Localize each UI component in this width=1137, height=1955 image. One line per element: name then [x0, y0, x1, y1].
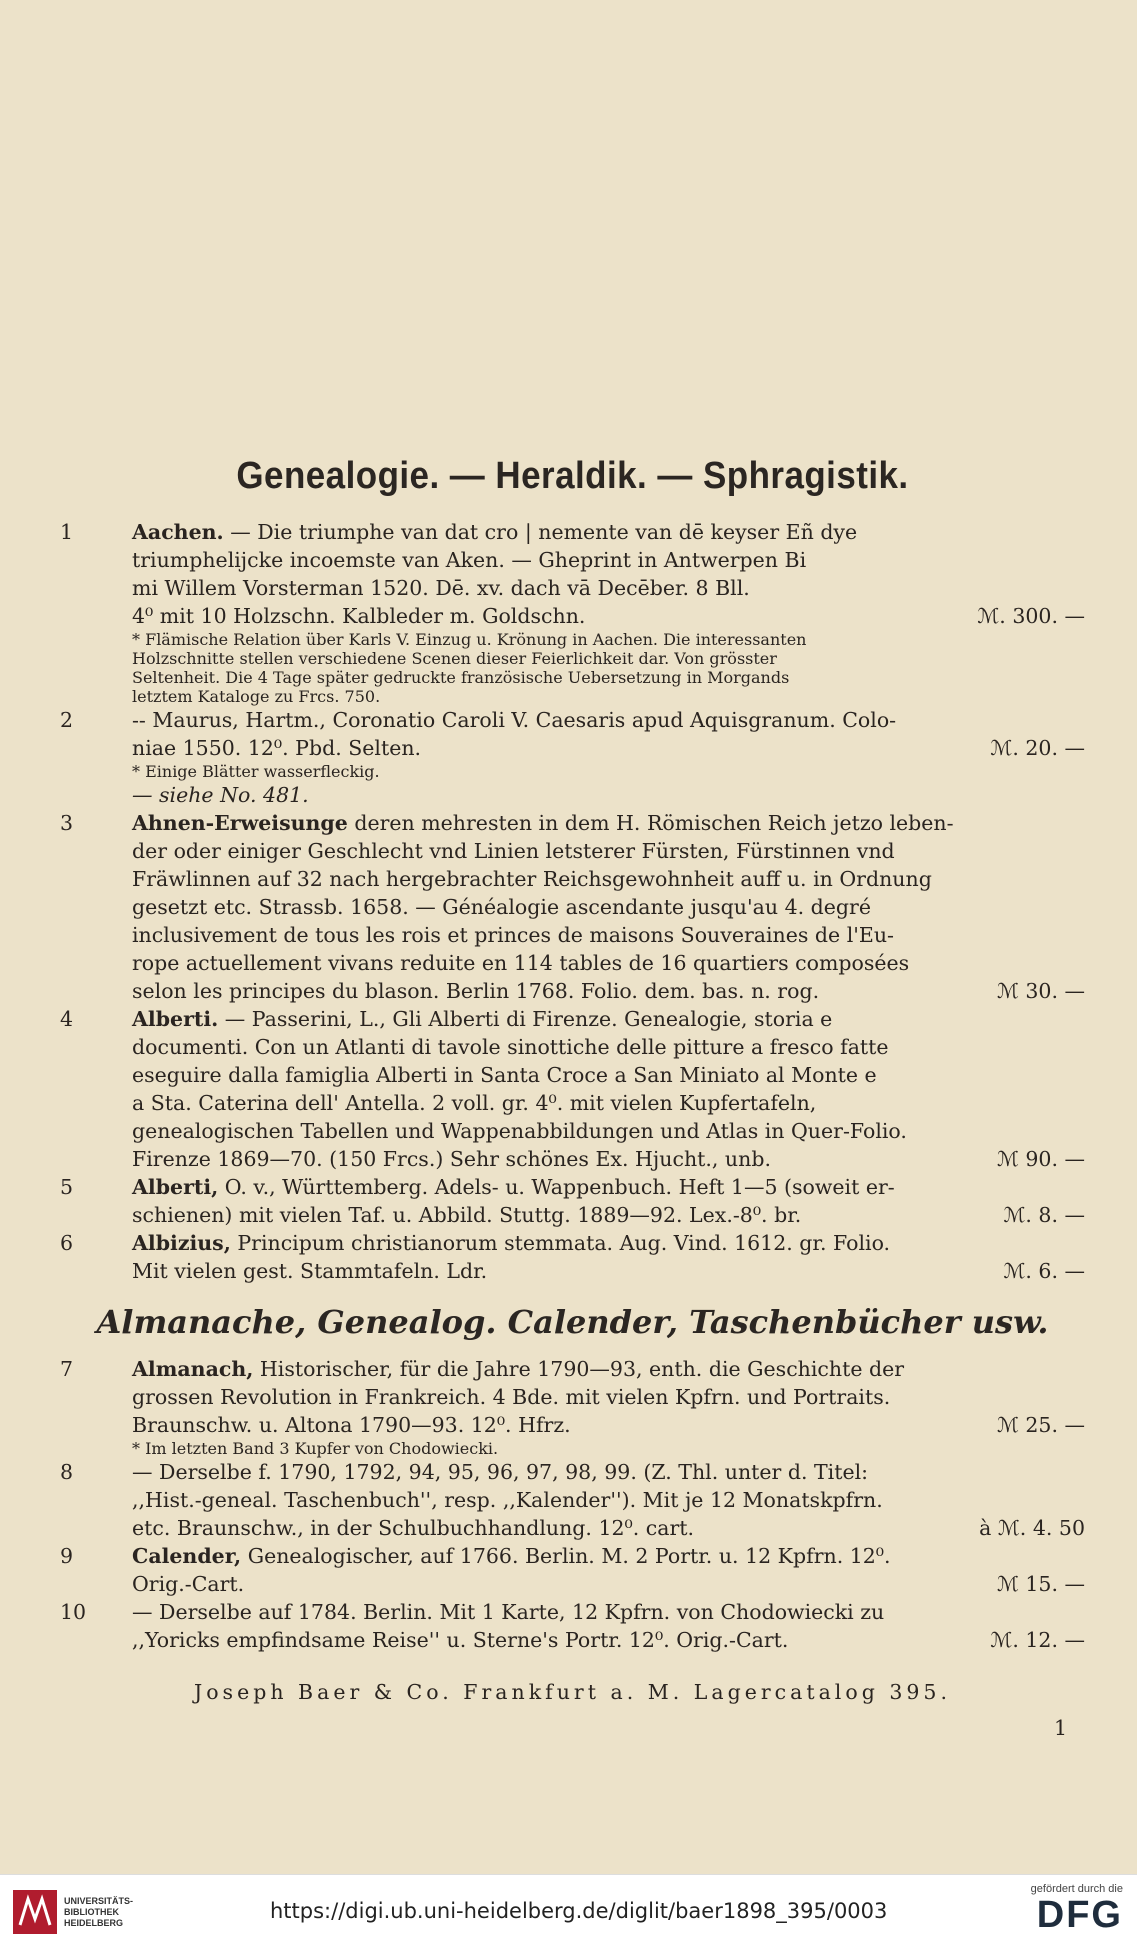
entry-line	[132, 977, 1085, 1005]
entry-price: ℳ. 20. —	[990, 736, 1085, 760]
entry-text: grossen Revolution in Frankreich. 4 Bde. mit vielen Kpfrn. und Portraits.	[132, 1385, 891, 1409]
catalog-footer: Joseph Baer & Co. Frankfurt a. M. Lagercatalog 395.	[194, 1680, 951, 1704]
page-number: 1	[1053, 1716, 1067, 1740]
entry-text: O. v., Württemberg. Adels- u. Wappenbuch. Heft 1—5 (soweit er-	[218, 1175, 895, 1199]
entry-line	[132, 1089, 1085, 1117]
catalog-entry	[60, 1229, 1085, 1285]
entry-line	[132, 949, 1085, 977]
entry-number: 3	[60, 811, 74, 835]
entry-keyword: Aachen.	[132, 520, 224, 544]
entry-line	[132, 1514, 1085, 1542]
entry-note: letztem Kataloge zu Frcs. 750.	[132, 687, 381, 706]
entry-line-text	[132, 1117, 1085, 1145]
entry-number: 6	[60, 1231, 74, 1255]
library-name-line: UNIVERSITÄTS-	[64, 1895, 134, 1906]
catalog-entry	[60, 1005, 1085, 1173]
entry-text: ,,Yoricks empfindsame Reise'' u. Sterne's Portr. 12⁰. Orig.-Cart.	[132, 1628, 789, 1652]
entry-line-text	[132, 1089, 1085, 1117]
university-logo[interactable]	[12, 1889, 133, 1935]
university-seal-icon	[12, 1889, 58, 1935]
dfg-logo[interactable]	[1031, 1883, 1123, 1935]
entry-price: ℳ 30. —	[996, 979, 1085, 1003]
entry-line	[132, 1145, 1085, 1173]
entry-line-text	[132, 518, 1085, 546]
catalog-entry	[60, 1173, 1085, 1229]
entry-line	[132, 1570, 1085, 1598]
entry-text: eseguire dalla famiglia Alberti in Santa Croce a San Miniato al Monte e	[132, 1063, 877, 1087]
entry-text: rope actuellement vivans reduite en 114 tables de 16 quartiers composées	[132, 951, 910, 975]
entry-line	[132, 865, 1085, 893]
entry-text: Historischer, für die Jahre 1790—93, enth. die Geschichte der	[253, 1357, 905, 1381]
catalog-entry	[60, 706, 1085, 809]
entry-text: Braunschw. u. Altona 1790—93. 12⁰. Hfrz.	[132, 1413, 571, 1437]
entry-text: — Die triumphe van dat cro | nemente van dē keyser Eñ dye	[223, 520, 858, 544]
entry-keyword: Ahnen-Erweisunge	[132, 811, 348, 835]
entry-text: genealogischen Tabellen und Wappenabbildungen und Atlas in Quer-Folio.	[132, 1119, 907, 1143]
entry-line	[132, 1542, 1085, 1570]
entry-line-text	[132, 1514, 979, 1542]
entries-section-almanache	[60, 1355, 1085, 1654]
entry-number: 10	[60, 1600, 87, 1624]
entry-line	[132, 1411, 1085, 1439]
entry-line-text	[132, 1542, 1085, 1570]
entry-line-text	[132, 1229, 1085, 1257]
entry-line	[132, 1005, 1085, 1033]
entry-text: — Derselbe f. 1790, 1792, 94, 95, 96, 97, 98, 99. (Z. Thl. unter d. Titel:	[132, 1460, 869, 1484]
entry-line	[132, 893, 1085, 921]
entry-line	[132, 1598, 1085, 1626]
entry-keyword: Albizius,	[132, 1231, 231, 1255]
entry-line-text	[132, 1033, 1085, 1061]
entry-line	[132, 518, 1085, 546]
entry-line	[132, 602, 1085, 630]
entry-line	[132, 706, 1085, 734]
entry-line-text	[132, 1061, 1085, 1089]
entry-line-text	[132, 1598, 1085, 1626]
entry-note: Seltenheit. Die 4 Tage später gedruckte französische Uebersetzung in Morgands	[132, 668, 790, 687]
entry-note: Holzschnitte stellen verschiedene Scenen dieser Feierlichkeit dar. Von grösster	[132, 649, 777, 668]
entry-keyword: Almanach,	[132, 1357, 254, 1381]
entry-number: 2	[60, 708, 74, 732]
entry-price: ℳ. 6. —	[1003, 1259, 1085, 1283]
entry-price: ℳ. 12. —	[990, 1628, 1085, 1652]
catalog-entry	[60, 809, 1085, 1005]
entry-text: a Sta. Caterina dell' Antella. 2 voll. gr. 4⁰. mit vielen Kupfertafeln,	[132, 1091, 817, 1115]
entry-line-text	[132, 1411, 997, 1439]
entry-text: 4⁰ mit 10 Holzschn. Kalbleder m. Goldschn.	[132, 604, 586, 628]
entry-line-text	[132, 546, 1085, 574]
entry-line-text	[132, 893, 1085, 921]
catalog-entry	[60, 1598, 1085, 1654]
entry-line	[132, 809, 1085, 837]
entry-note: * Flämische Relation über Karls V. Einzug u. Krönung in Aachen. Die interessanten	[132, 630, 807, 649]
entry-line-text	[132, 706, 1085, 734]
entry-text: triumphelijcke incoemste van Aken. — Gheprint in Antwerpen Bi	[132, 548, 807, 572]
entry-number: 5	[60, 1175, 74, 1199]
entry-line	[132, 1201, 1085, 1229]
entry-line-text	[132, 1257, 1003, 1285]
entry-text: — Derselbe auf 1784. Berlin. Mit 1 Karte, 12 Kpfrn. von Chodowiecki zu	[132, 1600, 885, 1624]
entry-line-text	[132, 1570, 997, 1598]
entry-line	[132, 1117, 1085, 1145]
funded-by-label: gefördert durch die	[1030, 1883, 1123, 1895]
entry-number: 1	[60, 520, 74, 544]
entry-line-text	[132, 1005, 1085, 1033]
entry-text: Firenze 1869—70. (150 Frcs.) Sehr schönes Ex. Hjucht., unb.	[132, 1147, 771, 1171]
entry-price: ℳ. 8. —	[1003, 1203, 1085, 1227]
entry-line-text	[132, 1383, 1085, 1411]
catalog-entry	[60, 1542, 1085, 1598]
entry-line	[132, 837, 1085, 865]
entry-line	[132, 921, 1085, 949]
entry-text: etc. Braunschw., in der Schulbuchhandlung. 12⁰. cart.	[132, 1516, 695, 1540]
entry-text: gesetzt etc. Strassb. 1658. — Généalogie ascendante jusqu'au 4. degré	[132, 895, 871, 919]
entry-line-text	[132, 1173, 1085, 1201]
entry-line-text	[132, 1355, 1085, 1383]
dfg-wordmark: DFG	[1036, 1894, 1123, 1936]
entry-line	[132, 1229, 1085, 1257]
section-subheading: Almanache, Genealog. Calender, Taschenbücher usw.	[96, 1303, 1049, 1341]
entry-line	[132, 1033, 1085, 1061]
entry-line-text	[132, 921, 1085, 949]
entry-price: ℳ 15. —	[996, 1572, 1085, 1596]
entry-line	[132, 574, 1085, 602]
entry-line	[132, 1173, 1085, 1201]
entry-note: * Einige Blätter wasserfleckig.	[132, 762, 380, 781]
permalink-url[interactable]: https://digi.ub.uni-heidelberg.de/diglit/baer1898_395/0003	[270, 1899, 888, 1923]
entry-line-text	[132, 1201, 1003, 1229]
entry-line-text	[132, 1458, 1085, 1486]
entry-number: 7	[60, 1357, 74, 1381]
entry-text: schienen) mit vielen Taf. u. Abbild. Stuttg. 1889—92. Lex.-8⁰. br.	[132, 1203, 802, 1227]
entry-text: Fräwlinnen auf 32 nach hergebrachter Reichsgewohnheit auff u. in Ordnung	[132, 867, 932, 891]
entry-text: documenti. Con un Atlanti di tavole sinottiche delle pitture a fresco fatte	[132, 1035, 889, 1059]
entry-text: ,,Hist.-geneal. Taschenbuch'', resp. ,,Kalender''). Mit je 12 Monatskpfrn.	[132, 1488, 883, 1512]
entry-line-text	[132, 574, 1085, 602]
page-text	[60, 455, 1085, 1740]
entry-note: * Im letzten Band 3 Kupfer von Chodowiecki.	[132, 1439, 499, 1458]
entry-price: ℳ. 300. —	[977, 604, 1085, 628]
entry-keyword: Alberti,	[132, 1175, 219, 1199]
entry-price: ℳ 25. —	[996, 1413, 1085, 1437]
entry-text: mi Willem Vorsterman 1520. Dē. xv. dach vā Decēber. 8 Bll.	[132, 576, 750, 600]
entry-text: Genealogischer, auf 1766. Berlin. M. 2 Portr. u. 12 Kpfrn. 12⁰.	[241, 1544, 891, 1568]
entry-line	[132, 1257, 1085, 1285]
entry-line-text	[132, 1486, 1085, 1514]
entry-keyword: Calender,	[132, 1544, 242, 1568]
entry-number: 9	[60, 1544, 74, 1568]
catalog-entry	[60, 1355, 1085, 1458]
entry-line-text	[132, 977, 997, 1005]
entry-line-text	[132, 734, 990, 762]
entries-section-genealogy	[60, 518, 1085, 1285]
entry-keyword: Alberti.	[132, 1007, 219, 1031]
entry-text: selon les principes du blason. Berlin 1768. Folio. dem. bas. n. rog.	[132, 979, 820, 1003]
entry-price: ℳ 90. —	[996, 1147, 1085, 1171]
catalog-entry	[60, 1458, 1085, 1542]
library-name-line: HEIDELBERG	[64, 1917, 124, 1928]
entry-number: 8	[60, 1460, 74, 1484]
entry-price: à ℳ. 4. 50	[979, 1516, 1085, 1540]
library-name-line: BIBLIOTHEK	[64, 1906, 119, 1917]
entry-line	[132, 546, 1085, 574]
library-name	[64, 1896, 133, 1929]
entry-line	[132, 1061, 1085, 1089]
entry-cross-reference: — siehe No. 481.	[132, 783, 309, 807]
entry-text: -- Maurus, Hartm., Coronatio Caroli V. Caesaris apud Aquisgranum. Colo-	[132, 708, 897, 732]
entry-line	[132, 734, 1085, 762]
entry-text: Mit vielen gest. Stammtafeln. Ldr.	[132, 1259, 488, 1283]
entry-line	[132, 1355, 1085, 1383]
entry-text: Orig.-Cart.	[132, 1572, 245, 1596]
entry-line	[132, 1383, 1085, 1411]
viewer-bottom-bar	[0, 1874, 1137, 1955]
entry-line	[132, 1486, 1085, 1514]
page-heading: Genealogie. — Heraldik. — Sphragistik.	[236, 455, 909, 497]
entry-text: — Passerini, L., Gli Alberti di Firenze. Genealogie, storia e	[218, 1007, 833, 1031]
entry-line-text	[132, 1626, 990, 1654]
entry-line-text	[132, 865, 1085, 893]
catalog-entry	[60, 518, 1085, 706]
entry-line-text	[132, 1145, 997, 1173]
entry-text: inclusivement de tous les rois et princes de maisons Souveraines de l'Eu-	[132, 923, 894, 947]
entry-number: 4	[60, 1007, 74, 1031]
entry-line	[132, 1626, 1085, 1654]
entry-line-text	[132, 602, 977, 630]
entry-text: niae 1550. 12⁰. Pbd. Selten.	[132, 736, 422, 760]
entry-line-text	[132, 809, 1085, 837]
entry-text: der oder einiger Geschlecht vnd Linien letsterer Fürsten, Fürstinnen vnd	[132, 839, 895, 863]
entry-line	[132, 1458, 1085, 1486]
entry-line-text	[132, 837, 1085, 865]
entry-text: Principum christianorum stemmata. Aug. Vind. 1612. gr. Folio.	[230, 1231, 891, 1255]
entry-line-text	[132, 949, 1085, 977]
entry-text: deren mehresten in dem H. Römischen Reich jetzo leben-	[347, 811, 954, 835]
